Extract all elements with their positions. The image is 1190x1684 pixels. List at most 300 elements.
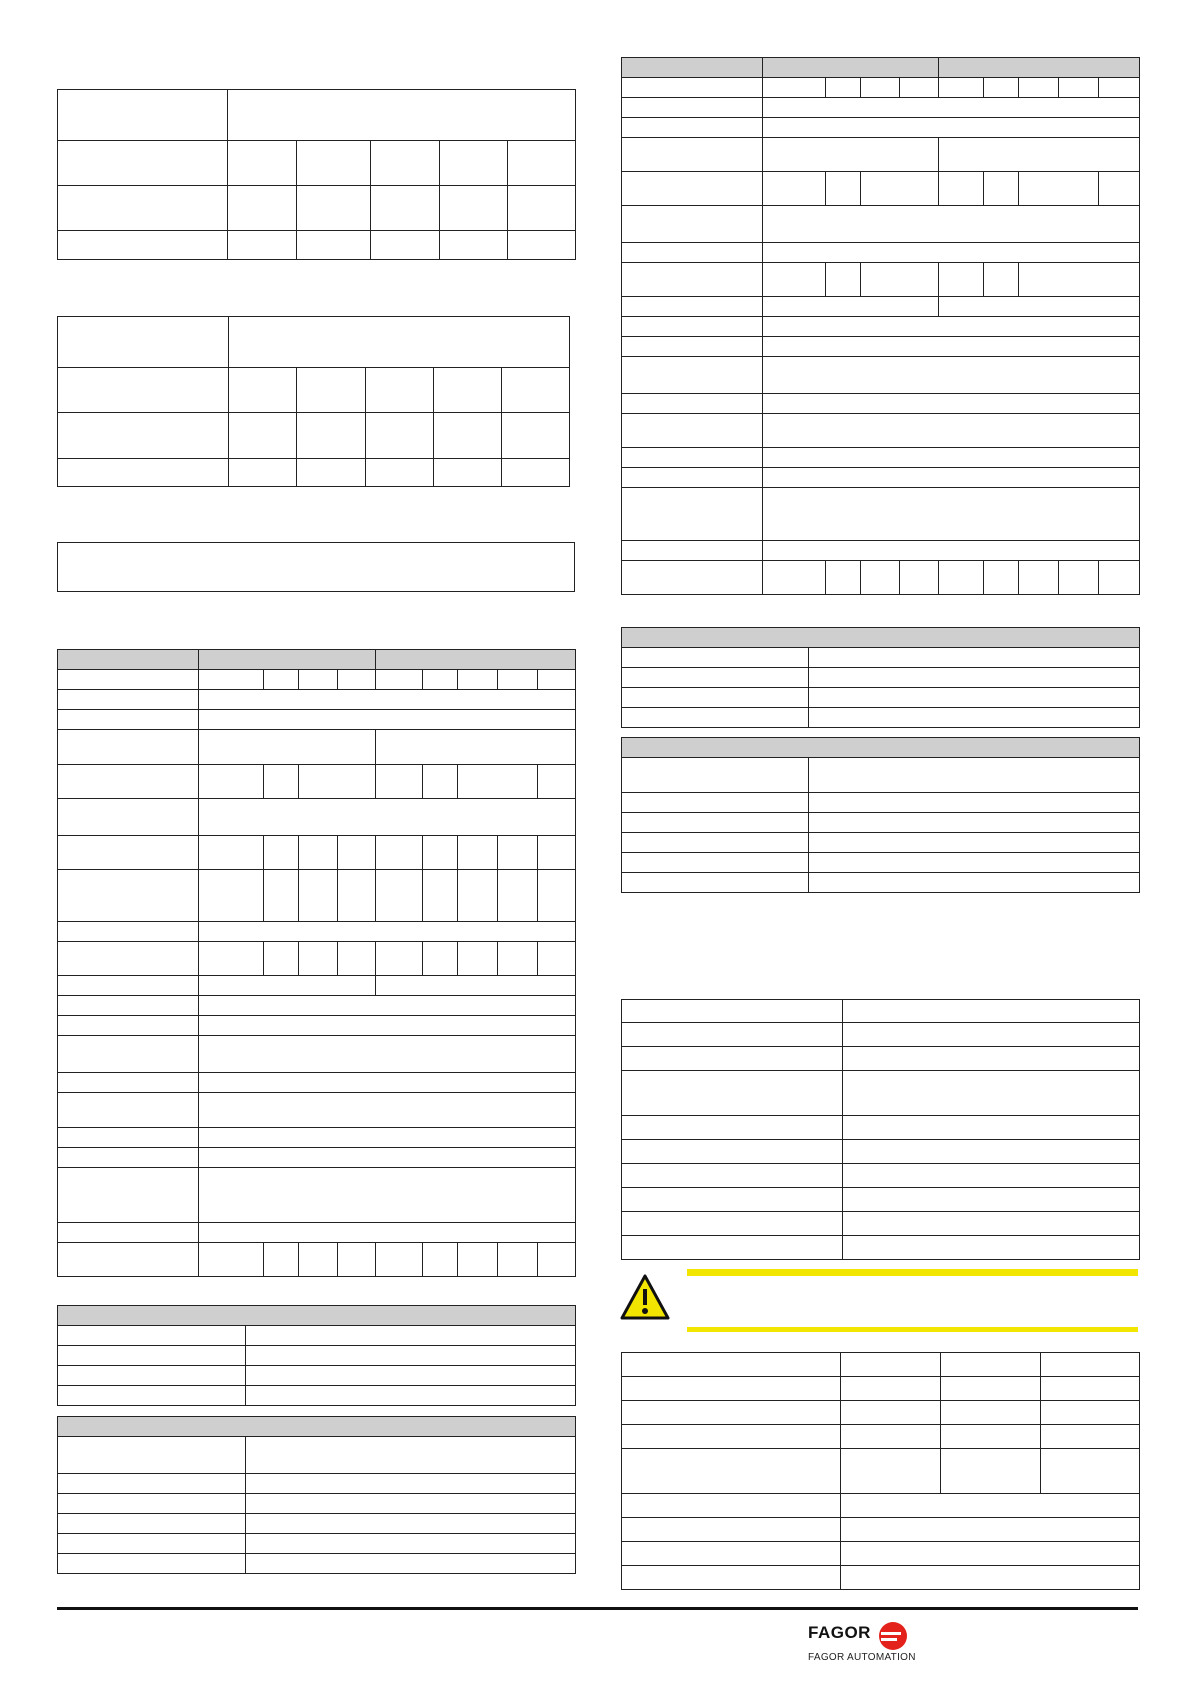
table-cell xyxy=(376,836,423,870)
table-row xyxy=(622,833,1140,853)
table-cell xyxy=(440,231,508,260)
table-row xyxy=(58,317,570,368)
table-row xyxy=(622,1071,1140,1116)
table-cell xyxy=(371,141,440,186)
table-row xyxy=(622,357,1140,394)
table-cell xyxy=(763,468,1140,488)
table-cell xyxy=(434,413,502,459)
table-cell xyxy=(1019,78,1059,98)
table-cell xyxy=(376,976,576,996)
table-cell xyxy=(376,670,423,690)
table-cell xyxy=(622,541,763,561)
table-cell xyxy=(622,1116,843,1140)
table-row xyxy=(622,738,1140,758)
table-cell xyxy=(900,561,939,595)
table-cell xyxy=(861,78,900,98)
table-cell xyxy=(538,836,576,870)
table-row xyxy=(622,1566,1140,1590)
table-cell xyxy=(843,1212,1140,1236)
table-cell xyxy=(826,263,861,297)
table-row xyxy=(58,1417,576,1437)
table-cell xyxy=(58,1554,246,1574)
table-cell xyxy=(246,1366,576,1386)
table-cell xyxy=(1059,78,1099,98)
table-cell xyxy=(264,836,299,870)
table-cell xyxy=(423,765,458,799)
table-cell xyxy=(763,138,939,172)
table-cell xyxy=(246,1534,576,1554)
table-row xyxy=(622,1377,1140,1401)
table-cell xyxy=(299,870,338,922)
table-cell xyxy=(440,141,508,186)
table-header-cell xyxy=(763,58,939,78)
table-cell xyxy=(264,1243,299,1277)
table-cell xyxy=(58,1168,199,1223)
table-cell xyxy=(763,172,826,206)
table-cell xyxy=(1099,561,1140,595)
table-cell xyxy=(498,942,538,976)
table-row xyxy=(622,118,1140,138)
table-cell xyxy=(366,368,434,413)
table-cell xyxy=(841,1494,1140,1518)
table-cell xyxy=(941,1353,1041,1377)
table-cell xyxy=(58,710,199,730)
table-cell xyxy=(941,1377,1041,1401)
table-cell xyxy=(58,1243,199,1277)
table-cell xyxy=(58,1474,246,1494)
table-cell xyxy=(338,870,376,922)
table-cell xyxy=(622,317,763,337)
table-cell xyxy=(299,836,338,870)
warning-triangle-icon xyxy=(620,1274,670,1320)
table-cell xyxy=(199,730,376,765)
table-cell xyxy=(58,1534,246,1554)
table-row xyxy=(622,1425,1140,1449)
table-row xyxy=(622,297,1140,317)
table-row xyxy=(622,206,1140,243)
table-cell xyxy=(199,765,264,799)
table-cell xyxy=(939,172,984,206)
table-cell xyxy=(1019,172,1099,206)
table-cell xyxy=(498,870,538,922)
table-cell xyxy=(376,870,423,922)
table-cell xyxy=(622,1566,841,1590)
table-cell xyxy=(763,488,1140,541)
table-cell xyxy=(622,118,763,138)
warning-bar-top xyxy=(687,1269,1138,1276)
table-cell xyxy=(826,561,861,595)
table-cell xyxy=(826,172,861,206)
table-cell xyxy=(763,263,826,297)
brand-subtitle: FAGOR AUTOMATION xyxy=(808,1652,916,1663)
table-cell xyxy=(622,873,809,893)
table-cell xyxy=(299,1243,338,1277)
table-cell xyxy=(622,1401,841,1425)
table-cell xyxy=(622,1212,843,1236)
table-cell xyxy=(58,870,199,922)
table-cell xyxy=(434,459,502,487)
table-row xyxy=(622,1000,1140,1023)
table-cell xyxy=(498,836,538,870)
table-cell xyxy=(58,1036,199,1073)
table-cell xyxy=(458,942,498,976)
table-cell xyxy=(58,231,228,260)
table-cell xyxy=(458,870,498,922)
table-cell xyxy=(1019,263,1140,297)
table-cell xyxy=(371,186,440,231)
table-cell xyxy=(297,413,366,459)
table-row xyxy=(622,1518,1140,1542)
table-cell xyxy=(622,98,763,118)
table-row xyxy=(622,688,1140,708)
table-cell xyxy=(58,459,229,487)
table-cell xyxy=(297,141,371,186)
table-cell xyxy=(228,141,297,186)
table-cell xyxy=(538,765,576,799)
table-cell xyxy=(1041,1425,1140,1449)
table-row xyxy=(58,690,576,710)
table-row xyxy=(622,648,1140,668)
table-cell xyxy=(58,942,199,976)
table-cell xyxy=(199,976,376,996)
table-cell xyxy=(809,688,1140,708)
table-cell xyxy=(297,186,371,231)
table-cell xyxy=(622,263,763,297)
table-cell xyxy=(58,765,199,799)
table-row xyxy=(58,1073,576,1093)
table-header-cell xyxy=(58,1306,576,1326)
table-cell xyxy=(498,670,538,690)
table-cell xyxy=(843,1164,1140,1188)
table-cell xyxy=(843,1023,1140,1047)
table-row xyxy=(58,1494,576,1514)
table-cell xyxy=(58,670,199,690)
table-cell xyxy=(763,297,939,317)
table-row xyxy=(58,1093,576,1128)
table-cell xyxy=(622,688,809,708)
table-row xyxy=(622,263,1140,297)
table-cell xyxy=(458,765,538,799)
table-row xyxy=(58,730,576,765)
table-row xyxy=(622,58,1140,78)
table-cell xyxy=(58,1223,199,1243)
table-cell xyxy=(199,1243,264,1277)
table-cell xyxy=(939,297,1140,317)
table-cell xyxy=(763,414,1140,448)
table-cell xyxy=(939,263,984,297)
table-row xyxy=(58,996,576,1016)
table-cell xyxy=(809,873,1140,893)
table-cell xyxy=(338,1243,376,1277)
table-cell xyxy=(939,138,1140,172)
table-cell xyxy=(622,1236,843,1260)
table-cell xyxy=(199,942,264,976)
table-row xyxy=(58,186,576,231)
table-row xyxy=(58,799,576,836)
table-row xyxy=(622,853,1140,873)
table-cell xyxy=(622,1494,841,1518)
table-cell xyxy=(58,1016,199,1036)
table-cell xyxy=(498,1243,538,1277)
table-header-cell xyxy=(939,58,1140,78)
table-cell xyxy=(199,799,576,836)
table-cell xyxy=(228,90,576,141)
table-cell xyxy=(58,690,199,710)
table-cell xyxy=(199,710,576,730)
table-cell xyxy=(58,1437,246,1474)
note-box xyxy=(57,542,575,592)
table-cell xyxy=(376,942,423,976)
table-row xyxy=(622,394,1140,414)
table-cell xyxy=(622,357,763,394)
table-cell xyxy=(423,870,458,922)
table-row xyxy=(622,793,1140,813)
table-cell xyxy=(199,1016,576,1036)
table-cell xyxy=(58,141,228,186)
table-cell xyxy=(58,730,199,765)
table-cell xyxy=(984,172,1019,206)
table-cell xyxy=(622,1188,843,1212)
spec-table-left-small-1 xyxy=(57,1305,576,1406)
table-cell xyxy=(622,1377,841,1401)
table-row xyxy=(58,231,576,260)
table-row xyxy=(58,1306,576,1326)
table-cell xyxy=(622,297,763,317)
table-cell xyxy=(199,1128,576,1148)
table-cell xyxy=(297,368,366,413)
table-cell xyxy=(622,793,809,813)
table-row xyxy=(622,628,1140,648)
table-cell xyxy=(843,1116,1140,1140)
table-cell xyxy=(941,1425,1041,1449)
table-cell xyxy=(622,1518,841,1542)
table-cell xyxy=(458,670,498,690)
table-cell xyxy=(763,206,1140,243)
table-cell xyxy=(229,459,297,487)
table-row xyxy=(622,1188,1140,1212)
table-cell xyxy=(763,78,826,98)
table-row xyxy=(622,138,1140,172)
table-row xyxy=(58,942,576,976)
table-cell xyxy=(458,836,498,870)
fagor-mark-icon xyxy=(878,1621,908,1651)
table-cell xyxy=(423,836,458,870)
table-cell xyxy=(622,337,763,357)
table-row xyxy=(622,317,1140,337)
table-header-cell xyxy=(58,650,199,670)
table-header-cell xyxy=(199,650,376,670)
table-row xyxy=(622,243,1140,263)
table-cell xyxy=(622,394,763,414)
table-cell xyxy=(1099,78,1140,98)
table-row xyxy=(622,488,1140,541)
table-cell xyxy=(939,78,984,98)
table-header-cell xyxy=(58,1417,576,1437)
table-cell xyxy=(763,243,1140,263)
table-cell xyxy=(423,942,458,976)
table-row xyxy=(58,413,570,459)
table-cell xyxy=(622,1071,843,1116)
table-cell xyxy=(366,413,434,459)
table-cell xyxy=(763,98,1140,118)
table-row xyxy=(622,1164,1140,1188)
table-cell xyxy=(199,836,264,870)
table-cell xyxy=(841,1518,1140,1542)
table-row xyxy=(622,1494,1140,1518)
table-cell xyxy=(228,231,297,260)
table-header-cell xyxy=(622,58,763,78)
table-cell xyxy=(58,90,228,141)
table-row xyxy=(622,1140,1140,1164)
table-cell xyxy=(622,1000,843,1023)
table-cell xyxy=(502,459,570,487)
table-cell xyxy=(809,708,1140,728)
table-cell xyxy=(502,368,570,413)
table-row xyxy=(622,813,1140,833)
table-cell xyxy=(622,172,763,206)
table-cell xyxy=(264,670,299,690)
table-cell xyxy=(264,942,299,976)
table-cell xyxy=(538,942,576,976)
table-row xyxy=(622,1353,1140,1377)
table-cell xyxy=(199,1223,576,1243)
table-cell xyxy=(58,1514,246,1534)
table-cell xyxy=(58,1326,246,1346)
table-cell xyxy=(538,1243,576,1277)
table-cell xyxy=(246,1554,576,1574)
table-cell xyxy=(622,206,763,243)
table-cell xyxy=(843,1000,1140,1023)
table-cell xyxy=(199,996,576,1016)
table-row xyxy=(58,1148,576,1168)
table-cell xyxy=(622,468,763,488)
table-cell xyxy=(58,1148,199,1168)
table-row xyxy=(622,1449,1140,1494)
table-cell xyxy=(229,413,297,459)
table-cell xyxy=(508,186,576,231)
table-row xyxy=(58,1346,576,1366)
table-cell xyxy=(338,836,376,870)
table-cell xyxy=(1099,172,1140,206)
table-cell xyxy=(264,765,299,799)
table-cell xyxy=(423,670,458,690)
table-cell xyxy=(843,1188,1140,1212)
spec-table-right-small-2 xyxy=(621,737,1140,893)
table-cell xyxy=(58,1073,199,1093)
table-row xyxy=(622,1116,1140,1140)
table-cell xyxy=(622,813,809,833)
table-row xyxy=(622,561,1140,595)
table-row xyxy=(622,448,1140,468)
table-cell xyxy=(434,368,502,413)
table-cell xyxy=(229,317,570,368)
table-cell xyxy=(502,413,570,459)
table-cell xyxy=(1041,1449,1140,1494)
table-cell xyxy=(622,1164,843,1188)
spec-table-right-4 xyxy=(621,1352,1140,1590)
spec-table-right-small-1 xyxy=(621,627,1140,728)
table-cell xyxy=(843,1236,1140,1260)
table-cell xyxy=(297,459,366,487)
table-row xyxy=(58,976,576,996)
table-row xyxy=(58,650,576,670)
table-row xyxy=(622,1236,1140,1260)
table-row xyxy=(58,922,576,942)
table-cell xyxy=(58,413,229,459)
table-cell xyxy=(622,414,763,448)
table-cell xyxy=(58,976,199,996)
table-cell xyxy=(246,1474,576,1494)
table-row xyxy=(622,1047,1140,1071)
table-cell xyxy=(366,459,434,487)
table-row xyxy=(58,1474,576,1494)
table-cell xyxy=(622,1353,841,1377)
table-cell xyxy=(900,78,939,98)
table-cell xyxy=(841,1542,1140,1566)
table-row xyxy=(622,873,1140,893)
table-row xyxy=(58,1168,576,1223)
table-row xyxy=(58,1386,576,1406)
table-row xyxy=(622,758,1140,793)
table-row xyxy=(622,1023,1140,1047)
table-row xyxy=(622,541,1140,561)
table-cell xyxy=(941,1401,1041,1425)
table-cell xyxy=(809,793,1140,813)
table-cell xyxy=(199,1168,576,1223)
table-cell xyxy=(376,1243,423,1277)
table-cell xyxy=(984,561,1019,595)
table-cell xyxy=(622,1023,843,1047)
table-cell xyxy=(841,1449,941,1494)
table-cell xyxy=(338,942,376,976)
table-cell xyxy=(841,1566,1140,1590)
table-cell xyxy=(199,670,264,690)
table-cell xyxy=(622,758,809,793)
table-cell xyxy=(763,357,1140,394)
spec-table-2 xyxy=(57,316,570,487)
table-cell xyxy=(58,922,199,942)
table-cell xyxy=(297,231,371,260)
table-row xyxy=(622,172,1140,206)
spec-table-right-3 xyxy=(621,999,1140,1260)
table-row xyxy=(622,468,1140,488)
table-row xyxy=(622,668,1140,688)
table-cell xyxy=(58,186,228,231)
table-cell xyxy=(246,1386,576,1406)
table-cell xyxy=(1041,1377,1140,1401)
spec-table-1 xyxy=(57,89,576,260)
table-cell xyxy=(861,561,900,595)
table-cell xyxy=(376,730,576,765)
table-cell xyxy=(246,1437,576,1474)
footer-rule xyxy=(57,1607,1138,1610)
table-cell xyxy=(458,1243,498,1277)
table-row xyxy=(58,1223,576,1243)
table-cell xyxy=(622,1425,841,1449)
table-cell xyxy=(622,1449,841,1494)
table-cell xyxy=(826,78,861,98)
table-cell xyxy=(843,1071,1140,1116)
table-row xyxy=(58,870,576,922)
table-row xyxy=(58,459,570,487)
table-cell xyxy=(763,541,1140,561)
table-cell xyxy=(229,368,297,413)
table-header-cell xyxy=(622,628,1140,648)
table-row xyxy=(622,98,1140,118)
table-cell xyxy=(58,1386,246,1406)
table-cell xyxy=(622,833,809,853)
table-cell xyxy=(809,648,1140,668)
